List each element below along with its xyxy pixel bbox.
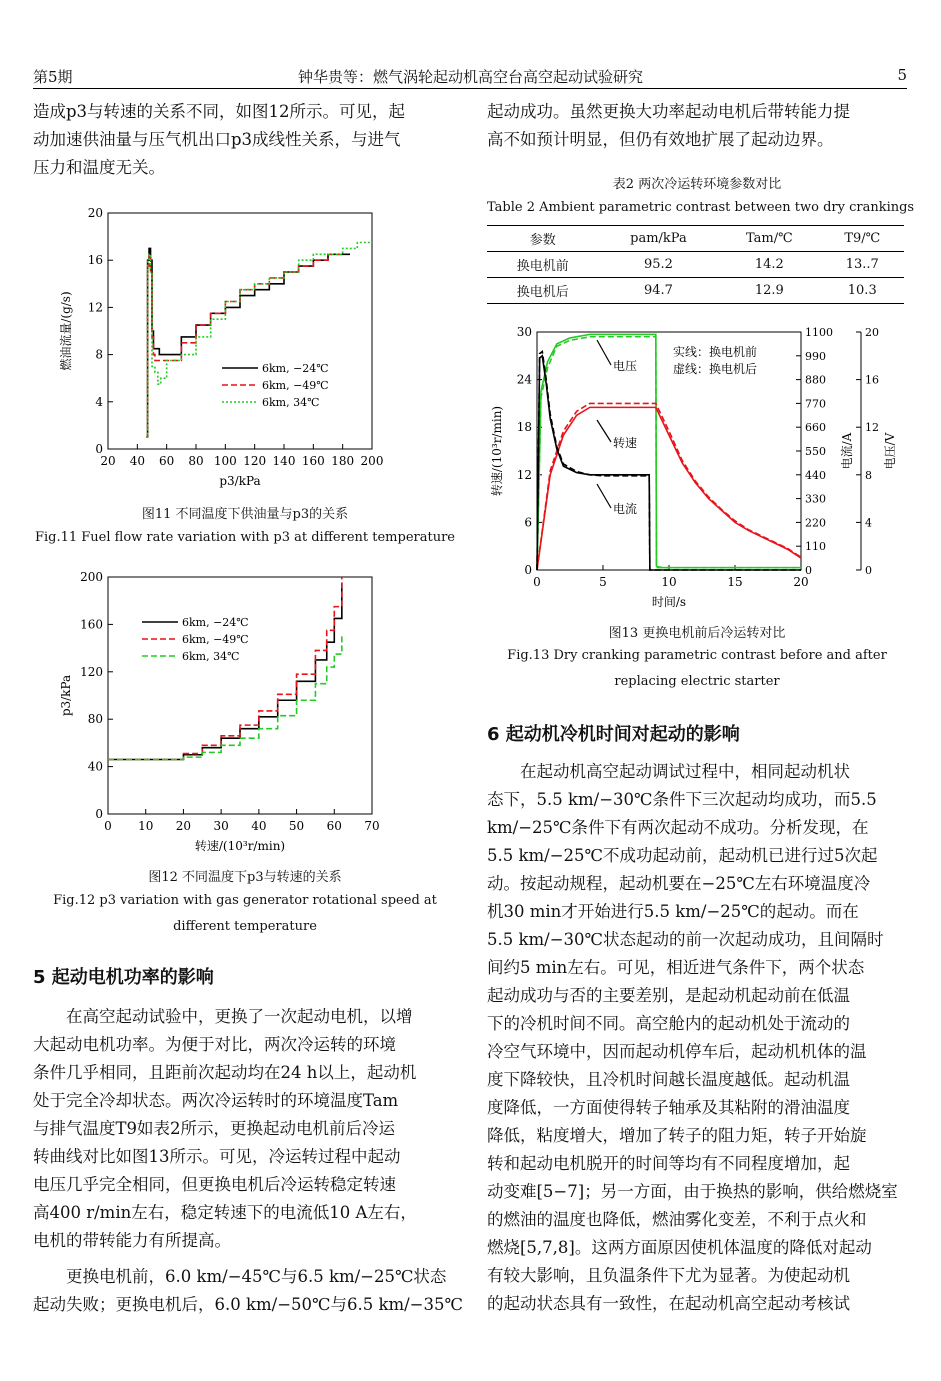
y-tick-label: 12 xyxy=(516,467,532,482)
x-tick-label: 200 xyxy=(360,454,384,468)
paragraph-line: 5.5 km/−25℃不成功起动前，起动机已进行过5次起 xyxy=(487,846,878,865)
table-cell: 94.7 xyxy=(599,278,719,304)
x-tick-label: 100 xyxy=(213,454,237,468)
x-axis-label: p3/kPa xyxy=(219,474,261,488)
x-tick-label: 70 xyxy=(364,819,380,833)
y-tick-label: 200 xyxy=(80,570,103,584)
running-title: 钟华贵等：燃气涡轮起动机高空台高空起动试验研究 xyxy=(297,68,643,86)
series-line xyxy=(537,356,801,570)
y-tick-label: 24 xyxy=(516,372,532,387)
y-tick-label: 120 xyxy=(80,664,103,679)
table-header: 参数 xyxy=(487,226,599,252)
plot-frame xyxy=(537,332,801,570)
paragraph-line: 电机的带转能力有所提高。 xyxy=(33,1231,231,1250)
x-tick-label: 40 xyxy=(251,819,267,833)
legend-text: 实线：换电机前 xyxy=(673,345,758,359)
y-tick-label: 0 xyxy=(524,563,532,577)
x-tick-label: 20 xyxy=(100,454,116,468)
y-tick-label: 160 xyxy=(80,617,103,632)
x-tick-label: 15 xyxy=(727,575,743,589)
legend-label: 6km, −24℃ xyxy=(182,616,249,629)
x-tick-label: 60 xyxy=(159,454,175,468)
table-cell: 换电机前 xyxy=(487,252,599,278)
paragraph-line: 5.5 km/−30℃状态起动的前一次起动成功，且间隔时 xyxy=(487,930,884,949)
annotation-arrow xyxy=(597,420,611,442)
table-cell: 95.2 xyxy=(599,252,719,278)
x-tick-label: 0 xyxy=(533,575,541,589)
plot-frame xyxy=(108,577,372,814)
paragraph-line: 的起动状态具有一致性，在起动机高空起动考核试 xyxy=(487,1294,850,1313)
table-header: Tam/℃ xyxy=(718,226,820,252)
voltage-tick-label: 12 xyxy=(865,421,879,435)
y-axis-label: p3/kPa xyxy=(59,674,73,717)
paragraph-line: 高不如预计明显，但仍有效地扩展了起动边界。 xyxy=(487,130,834,149)
current-tick-label: 660 xyxy=(805,421,826,435)
x-tick-label: 50 xyxy=(288,819,305,833)
current-axis-label: 电流/A xyxy=(840,432,854,470)
table-cell: 13..7 xyxy=(821,252,905,278)
x-axis-label: 转速/(10³r/min) xyxy=(194,839,286,853)
table-cell: 12.9 xyxy=(718,278,820,304)
table-header: T9/℃ xyxy=(821,226,905,252)
paragraph-line: 态下，5.5 km/−30℃条件下三次起动均成功，而5.5 xyxy=(487,790,877,809)
legend-label: 6km, −49℃ xyxy=(262,379,329,392)
paragraph-line: 起动成功。虽然更换大功率起动电机后带转能力提 xyxy=(487,102,850,121)
fig13-caption-en-2: replacing electric starter xyxy=(614,674,780,689)
paragraph-line: 大起动电机功率。为便于对比，两次冷运转的环境 xyxy=(33,1035,396,1054)
y-axis-label: 燃油流量/(g/s) xyxy=(59,291,73,371)
x-tick-label: 60 xyxy=(326,819,342,833)
table2-caption-en: Table 2 Ambient parametric contrast between two dry crankings xyxy=(487,200,915,215)
fig12-chart xyxy=(40,567,440,860)
legend-label: 6km, −24℃ xyxy=(262,362,329,375)
fig12-caption-cn: 图12 不同温度下p3与转速的关系 xyxy=(148,870,342,885)
x-tick-label: 20 xyxy=(175,819,192,833)
y-tick-label: 0 xyxy=(95,807,103,821)
x-tick-label: 30 xyxy=(213,819,229,833)
current-tick-label: 770 xyxy=(805,397,826,411)
x-tick-label: 10 xyxy=(661,575,677,589)
x-tick-label: 40 xyxy=(129,454,145,468)
fig13-caption-en-1: Fig.13 Dry cranking parametric contrast before and after xyxy=(507,648,887,663)
voltage-tick-label: 8 xyxy=(865,468,872,482)
current-tick-label: 880 xyxy=(805,373,826,387)
current-tick-label: 990 xyxy=(805,349,826,363)
paragraph-line: 转曲线对比如图13所示。可见，冷运转过程中起动 xyxy=(33,1147,401,1166)
series-line xyxy=(537,334,801,570)
paragraph-line: 动加速供油量与压气机出口p3成线性关系，与进气 xyxy=(33,130,401,149)
annotation-current: 电流 xyxy=(613,502,638,516)
fig12-caption-en-2: different temperature xyxy=(173,919,317,934)
paragraph-line: 降低，粘度增大，增加了转子的阻力矩，转子开始旋 xyxy=(487,1126,867,1145)
paragraph-line: km/−25℃条件下有两次起动不成功。分析发现，在 xyxy=(487,818,869,837)
voltage-tick-label: 4 xyxy=(865,516,872,530)
paragraph-line: 机30 min才开始进行5.5 km/−25℃的起动。而在 xyxy=(487,902,859,921)
paragraph-line: 与排气温度T9如表2所示，更换起动电机前后冷运 xyxy=(33,1119,396,1138)
series-line xyxy=(537,403,801,570)
paragraph-line: 在起动机高空起动调试过程中，相同起动机状 xyxy=(520,762,850,781)
x-tick-label: 180 xyxy=(331,454,355,468)
table2 xyxy=(487,225,904,304)
paragraph-line: 条件几乎相同，且距前次起动均在24 h以上，起动机 xyxy=(33,1063,417,1082)
header-rule xyxy=(33,88,907,89)
y-axis-label: 转速/(10³r/min) xyxy=(490,405,504,497)
x-tick-label: 0 xyxy=(104,819,112,833)
series-line xyxy=(108,583,342,760)
y-tick-label: 30 xyxy=(516,325,532,339)
section5-title: 5 起动电机功率的影响 xyxy=(33,967,214,988)
fig12-caption-en-1: Fig.12 p3 variation with gas generator rotational speed at xyxy=(53,893,437,908)
x-axis-label: 时间/s xyxy=(651,595,687,609)
table-row xyxy=(487,278,904,304)
x-tick-label: 5 xyxy=(599,575,607,589)
series-line xyxy=(537,337,801,570)
table-cell: 10.3 xyxy=(821,278,905,304)
paragraph-line: 度降低，一方面使得转子轴承及其粘附的滑油温度 xyxy=(487,1098,850,1117)
y-tick-label: 20 xyxy=(87,206,103,220)
paragraph-line: 动。按起动规程，起动机要在−25℃左右环境温度冷 xyxy=(487,874,871,893)
y-tick-label: 6 xyxy=(524,515,532,530)
legend-text: 虚线：换电机后 xyxy=(673,362,758,376)
paragraph-line: 压力和温度无关。 xyxy=(33,158,165,177)
y-tick-label: 8 xyxy=(95,347,103,362)
paragraph-line: 电压几乎完全相同，但更换电机后冷运转稳定转速 xyxy=(33,1175,396,1194)
y-tick-label: 40 xyxy=(87,759,103,774)
current-tick-label: 0 xyxy=(805,564,812,577)
voltage-axis-label: 电压/V xyxy=(883,432,897,470)
table-row xyxy=(487,252,904,278)
paragraph-line: 冷空气环境中，因而起动机停车后，起动机机体的温 xyxy=(487,1042,867,1061)
table2-caption-cn: 表2 两次冷运转环境参数对比 xyxy=(612,177,782,192)
fig11-caption-en: Fig.11 Fuel flow rate variation with p3 at different temperature xyxy=(34,530,455,545)
page-number: 5 xyxy=(897,66,907,84)
table-header: pam/kPa xyxy=(599,226,719,252)
fig11-caption-cn: 图11 不同温度下供油量与p3的关系 xyxy=(141,507,349,522)
x-tick-label: 140 xyxy=(272,454,296,468)
paragraph-line: 转和起动电机脱开的时间等均有不同程度增加，起 xyxy=(487,1154,850,1173)
legend-label: 6km, 34℃ xyxy=(182,650,240,663)
y-tick-label: 0 xyxy=(95,442,103,456)
series-line xyxy=(537,407,801,570)
paragraph-line: 的燃油的温度也降低，燃油雾化变差，不利于点火和 xyxy=(487,1210,867,1229)
current-tick-label: 110 xyxy=(805,540,826,554)
y-tick-label: 4 xyxy=(95,394,103,409)
series-line xyxy=(108,577,342,759)
paragraph-line: 起动失败；更换电机后，6.0 km/−50℃与6.5 km/−35℃ xyxy=(33,1295,463,1314)
legend-label: 6km, 34℃ xyxy=(262,396,320,409)
paragraph-line: 动变难[5−7]；另一方面，由于换热的影响，供给燃烧室 xyxy=(487,1182,898,1201)
y-tick-label: 12 xyxy=(87,300,103,315)
x-tick-label: 20 xyxy=(793,575,809,589)
current-tick-label: 550 xyxy=(805,445,826,458)
series-line xyxy=(146,248,350,437)
paragraph-line: 度下降较快，且冷机时间越长温度越低。起动机温 xyxy=(487,1070,850,1089)
journal-issue: 第5期 xyxy=(33,68,73,86)
y-tick-label: 18 xyxy=(516,420,532,435)
paragraph-line: 间约5 min左右。可见，相近进气条件下，两个状态 xyxy=(487,958,865,977)
paragraph-line: 下的冷机时间不同。高空舱内的起动机处于流动的 xyxy=(487,1014,850,1033)
table-cell: 换电机后 xyxy=(487,278,599,304)
current-tick-label: 1100 xyxy=(805,326,833,339)
paragraph-line: 起动成功与否的主要差别，是起动机起动前在低温 xyxy=(487,986,850,1005)
annotation-arrow xyxy=(597,340,611,365)
paragraph-line: 有较大影响，且负温条件下尤为显著。为使起动机 xyxy=(487,1266,850,1285)
current-tick-label: 220 xyxy=(805,516,826,530)
y-tick-label: 16 xyxy=(87,253,103,268)
x-tick-label: 80 xyxy=(188,454,204,468)
fig13-chart xyxy=(487,318,907,613)
table-cell: 14.2 xyxy=(718,252,820,278)
x-tick-label: 10 xyxy=(138,819,154,833)
current-tick-label: 330 xyxy=(805,492,826,506)
current-tick-label: 440 xyxy=(805,468,826,482)
voltage-tick-label: 16 xyxy=(865,373,879,387)
annotation-arrow xyxy=(597,484,611,508)
annotation-speed: 转速 xyxy=(613,436,638,450)
section6-title: 6 起动机冷机时间对起动的影响 xyxy=(487,724,740,745)
paragraph-line: 在高空起动试验中，更换了一次起动电机，以增 xyxy=(66,1007,413,1026)
paragraph-line: 处于完全冷却状态。两次冷运转时的环境温度Tam xyxy=(33,1091,399,1110)
x-tick-label: 160 xyxy=(301,454,325,468)
paragraph-line: 更换电机前，6.0 km/−45℃与6.5 km/−25℃状态 xyxy=(66,1267,447,1286)
annotation-voltage: 电压 xyxy=(613,359,638,373)
voltage-tick-label: 0 xyxy=(865,564,872,577)
fig11-chart xyxy=(40,200,440,495)
series-line xyxy=(146,254,343,437)
series-line xyxy=(146,243,372,438)
paragraph-line: 燃烧[5,7,8]。这两方面原因使机体温度的降低对起动 xyxy=(487,1238,872,1257)
voltage-tick-label: 20 xyxy=(865,326,879,339)
paragraph-line: 造成p3与转速的关系不同，如图12所示。可见，起 xyxy=(33,102,406,121)
x-tick-label: 120 xyxy=(243,454,267,468)
y-tick-label: 80 xyxy=(87,712,103,727)
paragraph-line: 高400 r/min左右，稳定转速下的电流低10 A左右， xyxy=(33,1203,417,1222)
legend-label: 6km, −49℃ xyxy=(182,633,249,646)
fig13-caption-cn: 图13 更换电机前后冷运转对比 xyxy=(608,626,786,641)
